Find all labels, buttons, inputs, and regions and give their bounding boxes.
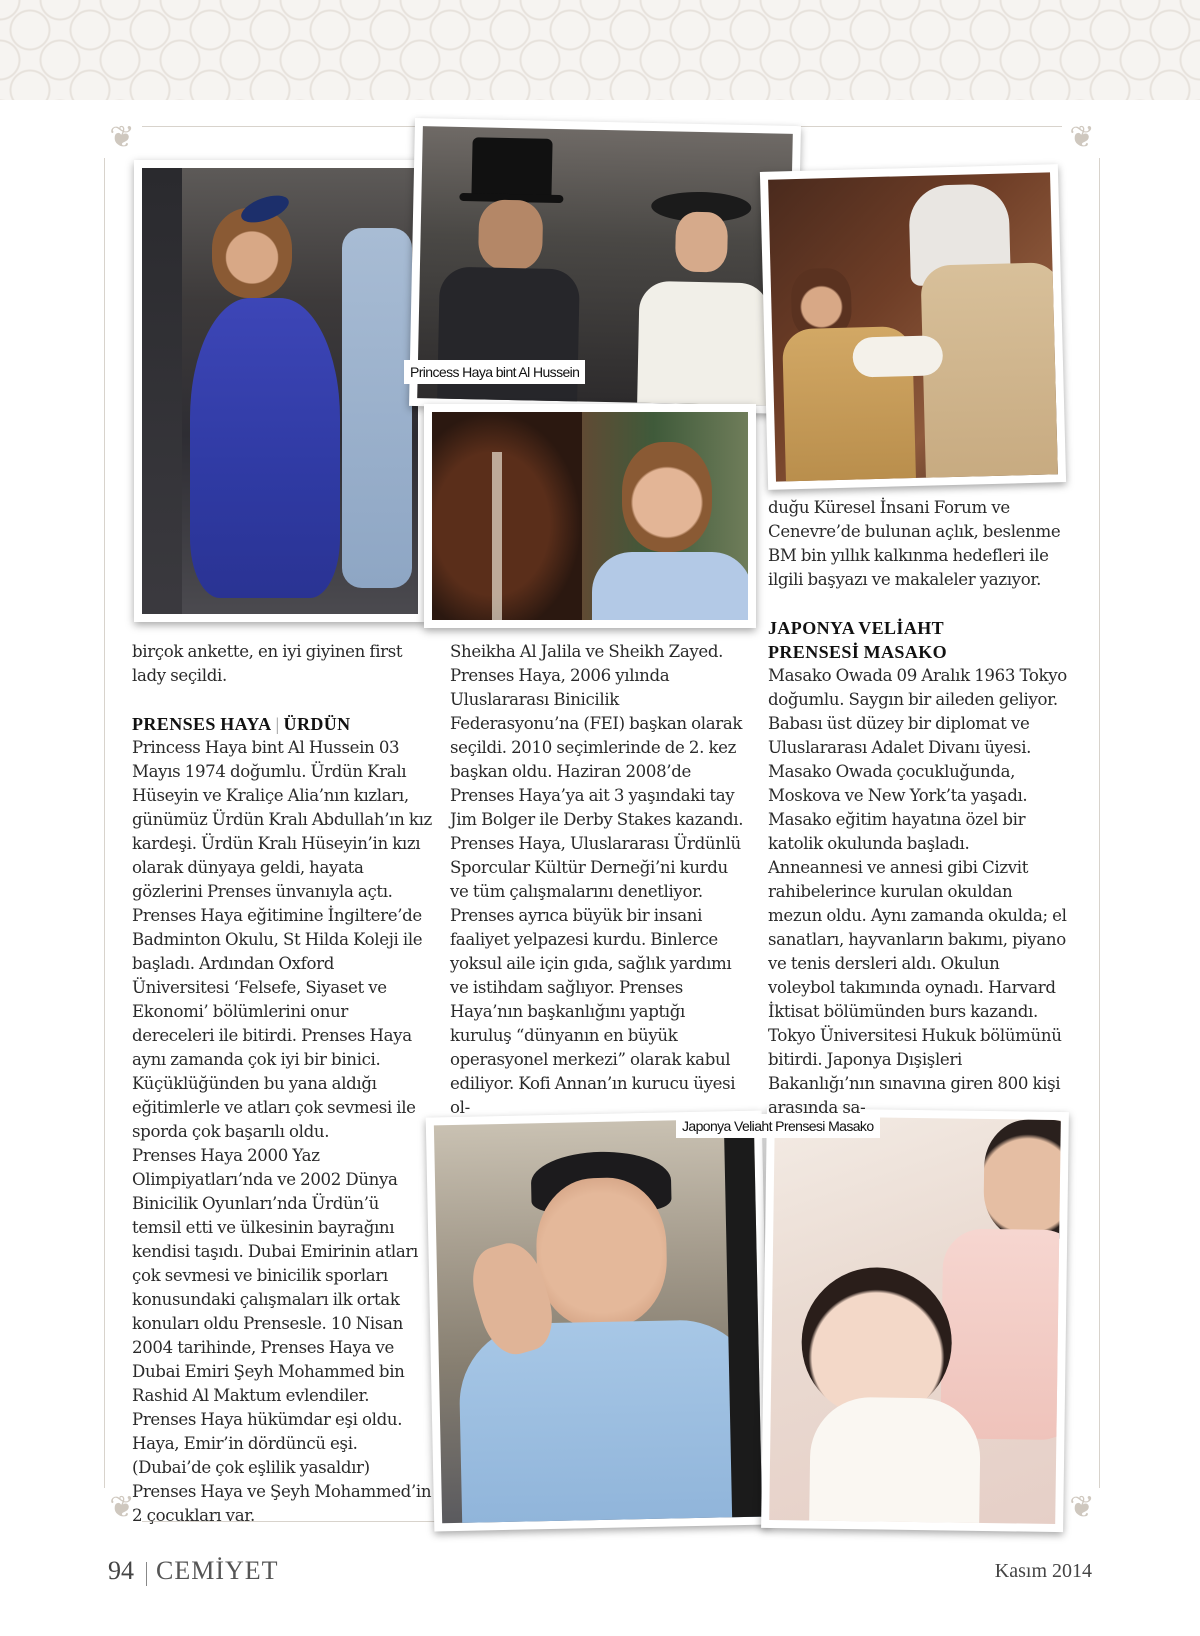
photo-masako-baby [761,1108,1069,1532]
photo-haya-horse [424,404,756,628]
section-heading-masako [768,616,1068,664]
magazine-name: CEMİYET [156,1556,279,1585]
haya-paragraph-3: Sheikha Al Jalila ve Sheikh Zayed. Prenses Haya, 2006 yılında Uluslararası Binicilik Federasyonu’na (FEI) başkan olarak seçildi. 2010 seçimlerinde de 2. kez başkan oldu. Haziran 2008’de Prenses Haya’ya ait 3 yaşındaki tay Jim Bolger ile Derby Stakes kazandı. Prenses Haya, Uluslararası Ürdünlü Sporcular Kültür Derneği’ni kurdu ve tüm çalışmalarını denetliyor. Prenses ayrıca büyük bir insani faaliyet yelpazesi kurdu. Binlerce yoksul aile için gıda, sağlık yardımı ve istihdam sağlıyor. Prenses Haya’nın başkanlığını yaptığı kuruluş “dünyanın en büyük operasyonel merkezi” olarak kabul ediliyor. Kofi Annan’ın kurucu üyesi ol- [450,642,744,1117]
ornament-corner-bottom-left-icon: ❦ [102,1488,142,1528]
heading-country: ÜRDÜN [283,714,351,734]
heading-line-2: PRENSESİ MASAKO [768,642,948,662]
heading-name: PRENSES HAYA [132,714,272,734]
masako-paragraph: Masako Owada 09 Aralık 1963 Tokyo doğumlu. Saygın bir aileden geliyor. Babası üst düzey bir diplomat ve Uluslararası Adalet Divanı üyesi. Masako Owada çocukluğunda, Moskova ve New York’ta yaşadı. Masako eğitim hayatına özel bir katolik okulunda başladı. Anneannesi ve annesi gibi Cizvit rahibelerince kurulan okuldan mezun oldu. Aynı zamanda okulda; el sanatları, hayvanların bakımı, piyano ve tenis dersleri aldı. Okulun voleybol takımında oynadı. Harvard İktisat bölümünden burs kazandı. Tokyo Üniversitesi Hukuk bölümünü bitirdi. Japonya Dışişleri Bakanlığı’nın sınavına giren 800 kişi arasında sa- [768,666,1067,1117]
page-number: 94 [108,1556,134,1585]
ornament-corner-top-left-icon: ❦ [102,118,142,158]
intro-paragraph: birçok ankette, en iyi giyinen first lady seçildi. [132,642,403,685]
photo-haya-sheikh-baby [760,164,1066,490]
text-column-1 [132,640,432,1528]
heading-line-1: JAPONYA VELİAHT [768,618,945,638]
photo-haya-blue-dress [134,160,426,622]
section-heading-haya [132,712,432,736]
caption-masako: Japonya Veliaht Prensesi Masako [676,1114,880,1138]
haya-paragraph-1: Princess Haya bint Al Hussein 03 Mayıs 1974 doğumlu. Ürdün Kralı Hüseyin ve Kraliçe Alia’nın kızları, günümüz Ürdün Kralı Abdullah’ın kız kardeşi. Ürdün Kralı Hüseyin’in kızı olarak dünyaya geldi, hayata gözlerini Prenses ünvanıyla açtı. Prenses Haya eğitimine İngiltere’de Badminton Okulu, St Hilda Koleji ile başladı. Ardından Oxford Üniversitesi ‘Felsefe, Siyaset ve Ekonomi’ bölümlerini onur dereceleri ile bitirdi. Prenses Haya aynı zamanda çok iyi bir binici. Küçüklüğünden bu yana aldığı eğitimlerle ve atları çok sevmesi ile sporda çok başarılı oldu. [132,738,432,1141]
decorative-header-pattern [0,0,1200,100]
text-column-2 [450,640,750,1120]
photo-masako-waving [426,1111,771,1532]
heading-separator: | [275,714,280,734]
haya-paragraph-4: duğu Küresel İnsani Forum ve Cenevre’de bulunan açlık, beslenme BM bin yıllık kalkınma hedefleri ile ilgili başyazı ve makaleler yazıyor. [768,498,1061,589]
text-column-3 [768,496,1068,1120]
haya-paragraph-2: Prenses Haya 2000 Yaz Olimpiyatları’nda ve 2002 Dünya Binicilik Oyunları’nda Ürdün’ü temsil etti ve ülkesinin bayrağını kendisi taşıdı. Dubai Emirinin atları çok sevmesi ve binicilik sporları konusundaki çalışmaları ilk ortak konuları oldu Prensesle. 10 Nisan 2004 tarihinde, Prenses Haya ve Dubai Emiri Şeyh Mohammed bin Rashid Al Maktum evlendiler. Prenses Haya hükümdar eşi oldu. Haya, Emir’in dördüncü eşi. (Dubai’de çok eşlilik yasaldır) Prenses Haya ve Şeyh Mohammed’in 2 çocukları var. [132,1146,432,1525]
caption-haya: Princess Haya bint Al Hussein [404,360,585,384]
ornament-corner-bottom-right-icon: ❦ [1062,1488,1102,1528]
ornament-corner-top-right-icon: ❦ [1062,118,1102,158]
issue-date: Kasım 2014 [994,1560,1092,1582]
